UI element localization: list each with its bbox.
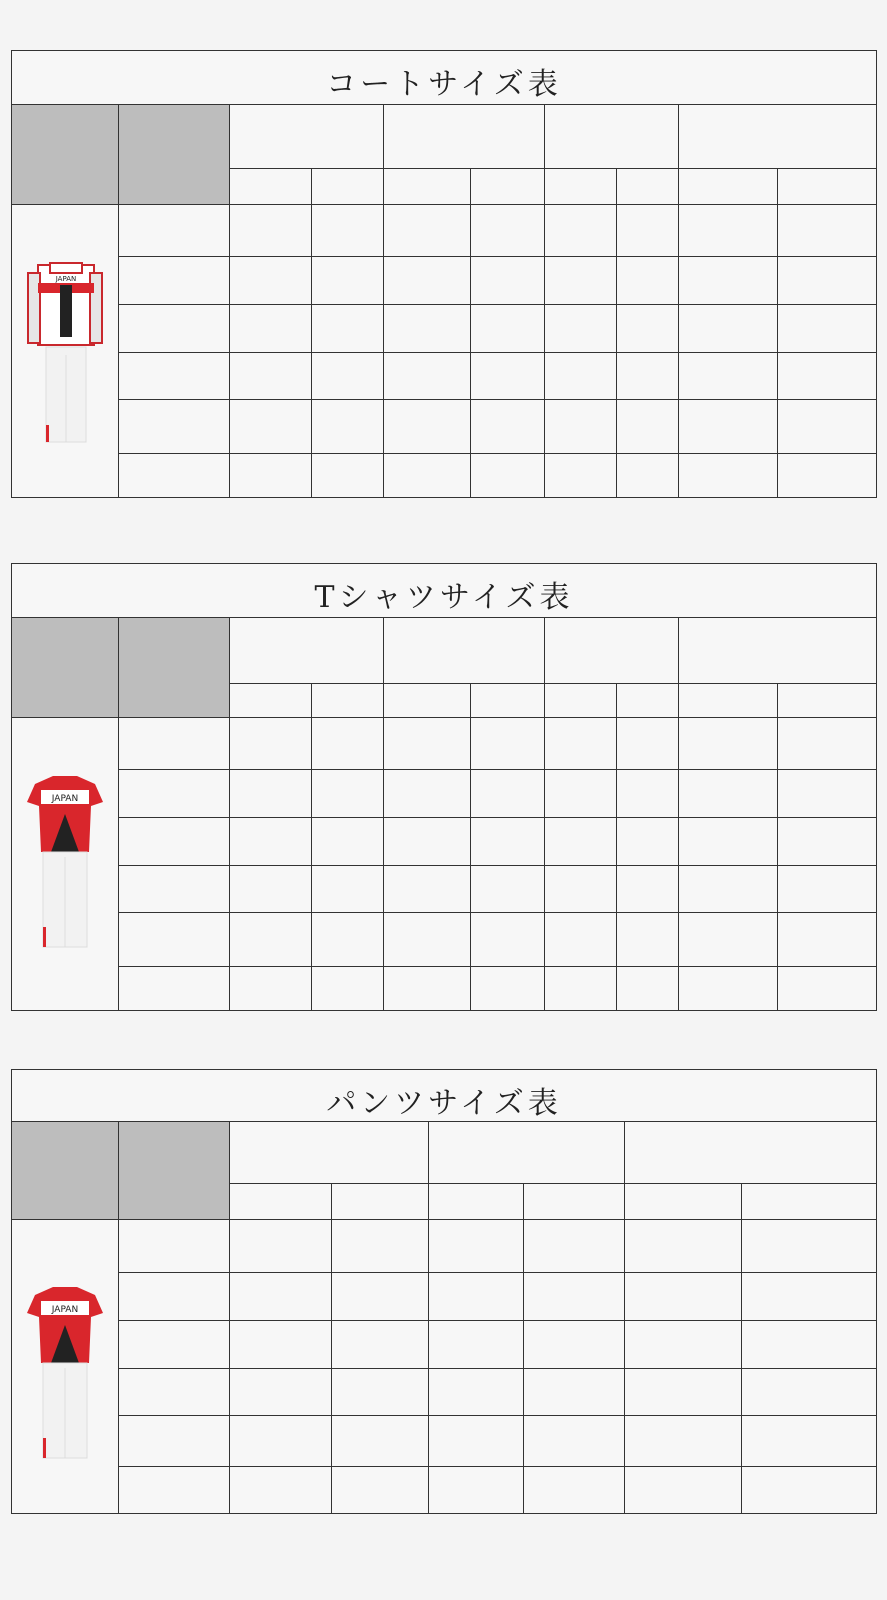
pants-size-label [118,1415,229,1466]
tshirt-table-cell [678,769,777,817]
tshirt-table-cell [383,717,470,769]
pants-table-cell [229,1466,331,1514]
pants-table-cell [624,1466,741,1514]
tshirt-table-cell [229,865,311,912]
pants-line-units [229,1183,876,1184]
pants-table-cell [624,1320,741,1368]
coat-gray-header-2 [119,104,229,204]
pants-table-cell [624,1415,741,1466]
svg-text:JAPAN: JAPAN [51,794,79,804]
pants-table-cell [523,1219,624,1272]
tshirt-table-cell [311,717,383,769]
coat-table-cell [678,204,777,256]
tshirt-table-cell [470,865,544,912]
coat-table-cell [311,352,383,399]
tshirt-table-cell [678,717,777,769]
tshirt-table-cell [383,912,470,966]
pants-table-cell [741,1320,876,1368]
pants-table-cell [624,1219,741,1272]
tshirt-size-label [118,912,229,966]
tshirt-table-cell [311,865,383,912]
tshirt-size-label [118,966,229,1011]
tshirt-table-cell [311,966,383,1011]
coat-table-cell [777,453,876,498]
tshirt-line-units [229,683,876,684]
tshirt-table-cell [544,817,616,865]
coat-table-cell [544,256,616,304]
tshirt-table-cell [777,966,876,1011]
coat-table-cell [311,304,383,352]
tshirt-table-cell [383,769,470,817]
jacket-uniform-icon [20,255,110,450]
tshirt-table-cell [470,717,544,769]
coat-table-cell [777,256,876,304]
coat-table-cell [777,352,876,399]
pants-table-cell [741,1466,876,1514]
coat-table-cell [616,399,678,453]
pants-table-cell [741,1368,876,1415]
pants-table-cell [428,1466,523,1514]
tshirt-size-label [118,769,229,817]
pants-table-cell [741,1219,876,1272]
pants-table-cell [523,1415,624,1466]
tshirt-table-cell [544,966,616,1011]
tshirt-table-cell [470,912,544,966]
coat-table-cell [777,204,876,256]
coat-table-cell [383,204,470,256]
coat-table-cell [383,399,470,453]
tshirt-table-cell [777,769,876,817]
tshirt-table-cell [544,865,616,912]
coat-table-cell [616,304,678,352]
tshirt-table-cell [777,865,876,912]
tshirt-table-cell [470,966,544,1011]
coat-table-cell [544,453,616,498]
tshirt-table-title: Tシャツサイズ表 [314,580,574,615]
pants-table-cell [229,1320,331,1368]
pants-size-label [118,1368,229,1415]
coat-table-cell [229,304,311,352]
coat-size-label [118,204,229,256]
coat-table-cell [470,204,544,256]
tshirt-size-label [118,717,229,769]
tshirt-table-cell [616,966,678,1011]
tshirt-table-cell [229,817,311,865]
pants-table-cell [331,1320,428,1368]
tshirt-table-cell [470,769,544,817]
coat-table-cell [311,256,383,304]
tshirt-table-cell [616,865,678,912]
pants-table-cell [624,1368,741,1415]
svg-text:JAPAN: JAPAN [55,275,77,283]
coat-table-cell [229,352,311,399]
tshirt-table-cell [229,966,311,1011]
coat-table-cell [470,304,544,352]
tshirt-gray-header-2 [119,617,229,717]
pants-table-cell [331,1368,428,1415]
coat-table-cell [229,256,311,304]
coat-table-cell [470,453,544,498]
tshirt-table-cell [383,865,470,912]
coat-table-cell [383,352,470,399]
coat-table-cell [311,399,383,453]
coat-table-cell [229,453,311,498]
coat-size-label [118,352,229,399]
tshirt-table-cell [678,817,777,865]
coat-table-cell [616,453,678,498]
tshirt-table-cell [383,966,470,1011]
coat-table-cell [616,204,678,256]
coat-table-cell [383,453,470,498]
pants-table-cell [229,1368,331,1415]
coat-table-cell [383,304,470,352]
coat-table-cell [311,204,383,256]
tshirt-size-label [118,817,229,865]
tshirt-size-label [118,865,229,912]
pants-gray-header-2 [119,1121,229,1219]
tshirt-table-cell [777,717,876,769]
tshirt-table-cell [678,865,777,912]
coat-size-label [118,453,229,498]
tshirt-table-cell [777,912,876,966]
tshirt-table-cell [229,717,311,769]
tshirt-table-cell [311,817,383,865]
coat-table-cell [229,399,311,453]
coat-table-cell [678,256,777,304]
pants-table-cell [331,1272,428,1320]
coat-table-cell [777,399,876,453]
pants-line-title [11,1121,876,1122]
tshirt-uniform-icon [25,772,105,952]
pants-table-cell [428,1272,523,1320]
pants-table-cell [428,1219,523,1272]
pants-table-cell [523,1368,624,1415]
pants-table-cell [331,1466,428,1514]
coat-table-cell [616,256,678,304]
coat-table-cell [544,304,616,352]
coat-line-units [229,168,876,169]
tshirt-table-cell [229,912,311,966]
tshirt-table-cell [544,717,616,769]
pants-size-label [118,1320,229,1368]
tshirt-gray-header-1 [12,617,118,717]
coat-table-cell [678,304,777,352]
coat-table-cell [616,352,678,399]
pants-size-label [118,1272,229,1320]
pants-table-title: パンツサイズ表 [326,1086,562,1121]
tshirt-table-cell [544,769,616,817]
svg-text:JAPAN: JAPAN [51,1305,79,1315]
pants-size-label [118,1219,229,1272]
pants-table-cell [428,1415,523,1466]
pants-uniform-icon [25,1283,105,1463]
coat-table-cell [544,352,616,399]
coat-table-cell [544,204,616,256]
pants-table-cell [229,1219,331,1272]
tshirt-table-cell [616,912,678,966]
tshirt-table-cell [544,912,616,966]
coat-table-cell [678,352,777,399]
coat-size-label [118,256,229,304]
coat-line-title [11,104,876,105]
pants-table-cell [428,1320,523,1368]
coat-table-cell [383,256,470,304]
pants-table-cell [331,1219,428,1272]
tshirt-table-cell [678,966,777,1011]
tshirt-table-cell [383,817,470,865]
coat-size-label [118,304,229,352]
tshirt-table-cell [616,717,678,769]
coat-table-cell [544,399,616,453]
coat-table-cell [470,256,544,304]
tshirt-table-cell [777,817,876,865]
tshirt-line-title [11,617,876,618]
coat-table-cell [678,399,777,453]
pants-table-cell [523,1466,624,1514]
coat-table-cell [678,453,777,498]
tshirt-table-cell [311,769,383,817]
pants-table-cell [624,1272,741,1320]
pants-table-cell [523,1272,624,1320]
pants-table-cell [428,1368,523,1415]
pants-size-label [118,1466,229,1514]
coat-table-cell [470,399,544,453]
coat-table-cell [229,204,311,256]
coat-gray-header-1 [12,104,118,204]
pants-table-cell [741,1272,876,1320]
coat-table-cell [470,352,544,399]
pants-gray-header-1 [12,1121,118,1219]
tshirt-table-cell [616,817,678,865]
tshirt-table-cell [311,912,383,966]
tshirt-table-cell [229,769,311,817]
coat-size-label [118,399,229,453]
coat-table-cell [777,304,876,352]
pants-table-cell [741,1415,876,1466]
pants-table-cell [229,1272,331,1320]
pants-table-cell [523,1320,624,1368]
coat-table-cell [311,453,383,498]
pants-table-cell [331,1415,428,1466]
coat-table-title: コートサイズ表 [326,67,562,102]
tshirt-table-cell [678,912,777,966]
tshirt-table-cell [616,769,678,817]
pants-table-cell [229,1415,331,1466]
tshirt-table-cell [470,817,544,865]
